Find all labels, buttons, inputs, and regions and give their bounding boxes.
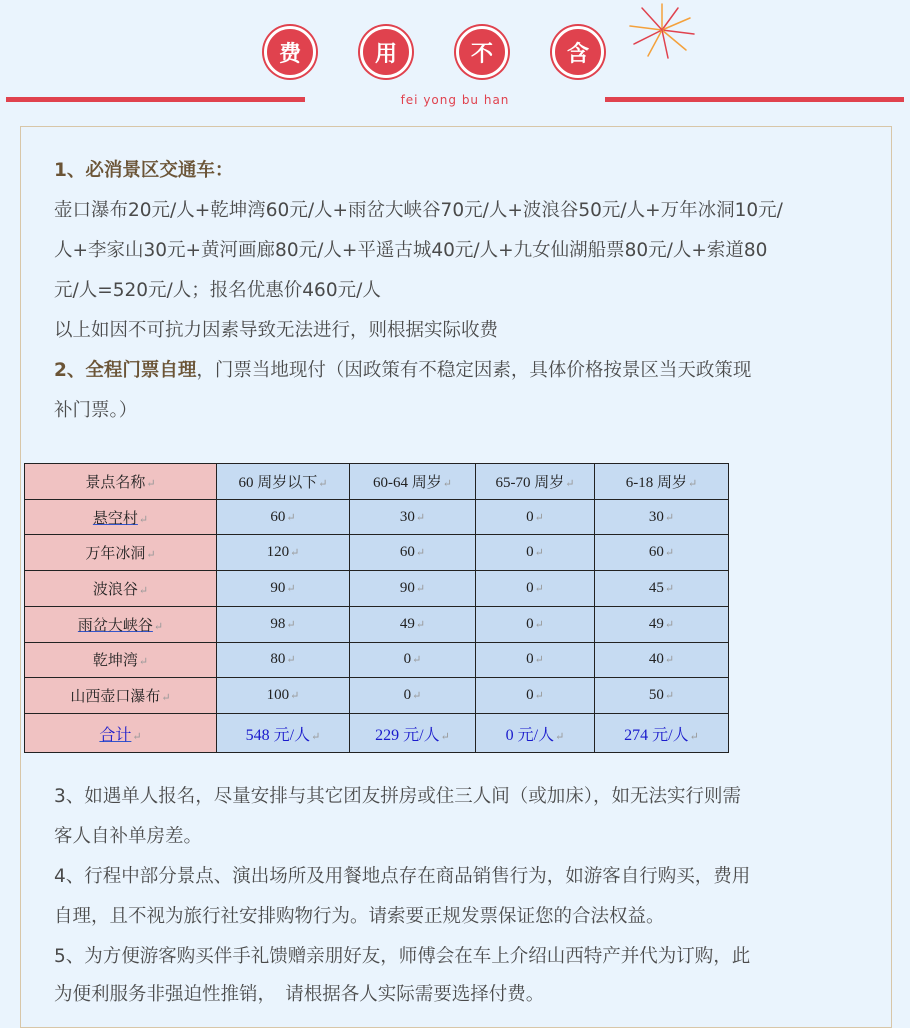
item5-line1: 5、为方便游客购买伴手礼馈赠亲朋好友，师傅会在车上介绍山西特产并代为订购，此 — [54, 946, 751, 967]
table-header-cell: 6-18 周岁↵ — [595, 464, 729, 500]
table-row — [25, 571, 729, 607]
table-cell: 60↵ — [595, 535, 729, 571]
table-cell: 乾坤湾↵ — [25, 642, 217, 678]
item1-title: 1、必消景区交通车： — [54, 160, 234, 181]
table-header-cell: 景点名称↵ — [25, 464, 217, 500]
table-cell: 波浪谷↵ — [25, 571, 217, 607]
table-cell: 0 元/人↵ — [476, 714, 595, 753]
table-cell: 万年冰洞↵ — [25, 535, 217, 571]
table-cell: 山西壶口瀑布↵ — [25, 678, 217, 714]
table-cell: 30↵ — [595, 499, 729, 535]
firework-icon — [626, 0, 698, 62]
item4-line2: 自理，且不视为旅行社安排购物行为。请索要正规发票保证您的合法权益。 — [54, 906, 665, 927]
table-cell: 60↵ — [350, 535, 476, 571]
table-row — [25, 678, 729, 714]
table-cell: 45↵ — [595, 571, 729, 607]
table-row — [25, 642, 729, 678]
table-cell: 120↵ — [217, 535, 350, 571]
item1-note: 以上如因不可抗力因素导致无法进行，则根据实际收费 — [54, 320, 499, 341]
left-divider — [6, 97, 305, 102]
header-subtitle: fei yong bu han — [400, 93, 510, 107]
item2-line2: 补门票。） — [54, 400, 138, 421]
table-cell: 0↵ — [476, 642, 595, 678]
item3-line1: 3、如遇单人报名，尽量安排与其它团友拼房或住三人间（或加床），如无法实行则需 — [54, 786, 742, 807]
table-cell: 0↵ — [476, 571, 595, 607]
table-cell: 98↵ — [217, 606, 350, 642]
table-cell: 悬空村↵ — [25, 499, 217, 535]
title-char-2: 用 — [360, 26, 412, 78]
table-cell: 90↵ — [217, 571, 350, 607]
table-cell: 80↵ — [217, 642, 350, 678]
table-cell: 49↵ — [595, 606, 729, 642]
ticket-price-table — [24, 463, 729, 753]
table-cell: 90↵ — [350, 571, 476, 607]
table-cell: 0↵ — [476, 499, 595, 535]
table-row — [25, 535, 729, 571]
table-cell: 100↵ — [217, 678, 350, 714]
table-cell: 49↵ — [350, 606, 476, 642]
table-cell: 0↵ — [350, 642, 476, 678]
table-cell: 50↵ — [595, 678, 729, 714]
table-cell: 0↵ — [476, 606, 595, 642]
table-cell: 40↵ — [595, 642, 729, 678]
title-char-3: 不 — [456, 26, 508, 78]
item2-rest: ，门票当地现付（因政策有不稳定因素，具体价格按景区当天政策现 — [196, 360, 752, 381]
table-header-row — [25, 464, 729, 500]
title-char-4: 含 — [552, 26, 604, 78]
table-cell: 合计↵ — [25, 714, 217, 753]
table-cell: 0↵ — [476, 535, 595, 571]
table-cell: 雨岔大峡谷↵ — [25, 606, 217, 642]
item4-line1: 4、行程中部分景点、演出场所及用餐地点存在商品销售行为，如游客自行购买，费用 — [54, 866, 751, 887]
title-char-1: 费 — [264, 26, 316, 78]
table-header-cell: 60 周岁以下↵ — [217, 464, 350, 500]
table-cell: 0↵ — [476, 678, 595, 714]
table-row — [25, 499, 729, 535]
item2-bold: 2、全程门票自理 — [54, 360, 197, 381]
section-header — [0, 0, 910, 125]
table-cell: 60↵ — [217, 499, 350, 535]
table-header-cell: 60-64 周岁↵ — [350, 464, 476, 500]
item1-line2: 人+李家山30元+黄河画廊80元/人+平遥古城40元/人+九女仙湖船票80元/人+索道80 — [54, 240, 768, 261]
table-cell: 274 元/人↵ — [595, 714, 729, 753]
table-row — [25, 606, 729, 642]
table-cell: 548 元/人↵ — [217, 714, 350, 753]
table-cell: 30↵ — [350, 499, 476, 535]
item1-line3: 元/人=520元/人；报名优惠价460元/人 — [54, 280, 381, 301]
item5-line2: 为便利服务非强迫性推销， 请根据各人实际需要选择付费。 — [54, 984, 545, 1005]
item1-line1: 壶口瀑布20元/人+乾坤湾60元/人+雨岔大峡谷70元/人+波浪谷50元/人+万年冰洞10元/ — [54, 200, 783, 221]
table-cell: 0↵ — [350, 678, 476, 714]
table-cell: 229 元/人↵ — [350, 714, 476, 753]
table-header-cell: 65-70 周岁↵ — [476, 464, 595, 500]
table-total-row — [25, 714, 729, 753]
item2-line1 — [54, 351, 864, 391]
item3-line2: 客人自补单房差。 — [54, 826, 203, 847]
right-divider — [605, 97, 904, 102]
